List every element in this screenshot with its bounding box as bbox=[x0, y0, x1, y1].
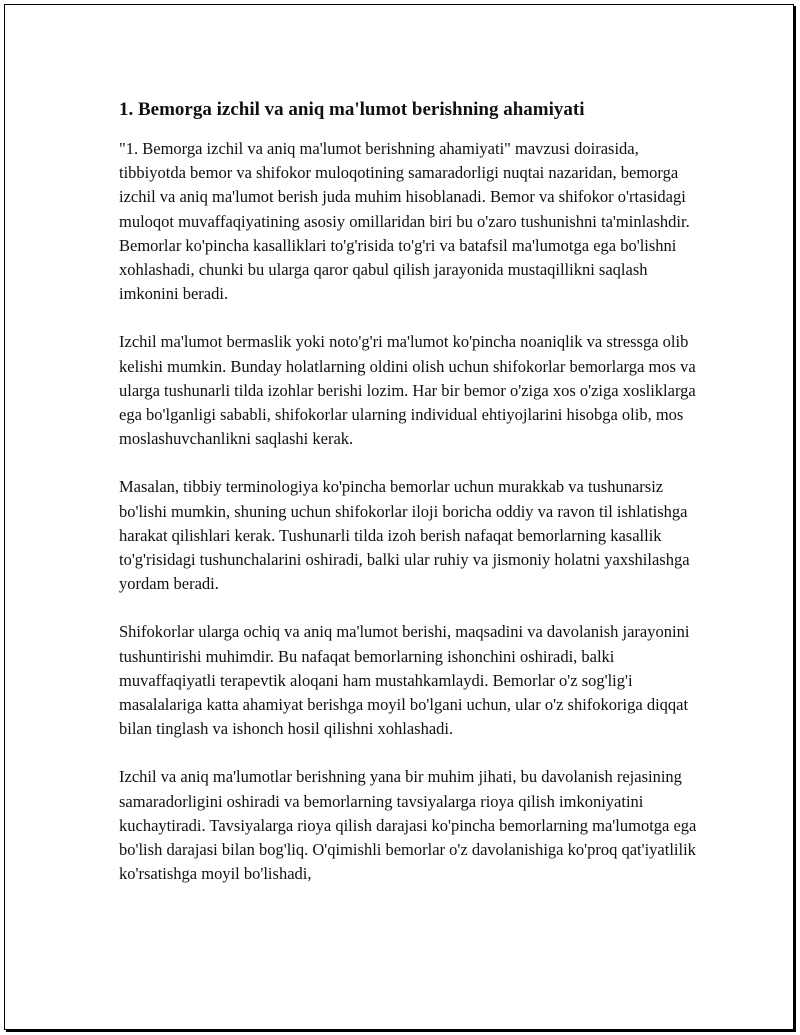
paragraph: Izchil va aniq ma'lumotlar berishning yana bir muhim jihati, bu davolanish rejasining samaradorligini oshiradi va bemorlarning tavsiyalarga rioya qilish imkoniyatini kuchaytiradi. Tavsiyalarga rioya qilish darajasi ko'pincha bemorlarning ma'lumotga ega bo'lish darajasi bilan bog'liq. O'qimishli bemorlar o'z davolanishiga ko'proq qat'iyatlilik ko'rsatishga moyil bo'lishadi, bbox=[119, 767, 697, 884]
paragraph: "1. Bemorga izchil va aniq ma'lumot berishning ahamiyati" mavzusi doirasida, tibbiyotda bemor va shifokor muloqotining samaradorligi nuqtai nazaridan, bemorga izchil va aniq ma'lumot berish juda muhim hisoblanadi. Bemor va shifokor o'rtasidagi muloqot muvaffaqiyatining asosiy omillaridan biri bu o'zaro tushunishni ta'minlashdir. Bemorlar ko'pincha kasalliklari to'g'risida to'g'ri va batafsil ma'lumotga ega bo'lishni xohlashadi, chunki bu ularga qaror qabul qilish jarayonida mustaqillikni saqlash imkonini beradi. bbox=[119, 139, 690, 304]
section-heading: 1. Bemorga izchil va aniq ma'lumot berishning ahamiyati bbox=[119, 99, 585, 120]
document-page bbox=[4, 4, 794, 1030]
paragraph: Izchil ma'lumot bermaslik yoki noto'g'ri ma'lumot ko'pincha noaniqlik va stressga olib kelishi mumkin. Bunday holatlarning oldini olish uchun shifokorlar bemorlarga mos va ularga tushunarli tilda izohlar berishi lozim. Har bir bemor o'ziga xos o'ziga xosliklarga ega bo'lganligi sababli, shifokorlar ularning individual ehtiyojlarini hisobga olib, mos moslashuvchanlikni saqlashi kerak. bbox=[119, 332, 696, 449]
document-body bbox=[119, 97, 699, 886]
paragraph: Shifokorlar ularga ochiq va aniq ma'lumot berishi, maqsadini va davolanish jarayonini tushuntirishi muhimdir. Bu nafaqat bemorlarning ishonchini oshiradi, balki muvaffaqiyatli terapevtik aloqani ham mustahkamlaydi. Bemorlar o'z sog'lig'i masalalariga katta ahamiyat berishga moyil bo'lgani uchun, ular o'z shifokoriga diqqat bilan tinglash va ishonch hosil qilishni xohlashadi. bbox=[119, 622, 690, 739]
paragraph: Masalan, tibbiy terminologiya ko'pincha bemorlar uchun murakkab va tushunarsiz bo'lishi mumkin, shuning uchun shifokorlar iloji boricha oddiy va ravon til ishlatishga harakat qilishlari kerak. Tushunarli tilda izoh berish nafaqat bemorlarning kasallik to'g'risidagi tushunchalarini oshiradi, balki ular ruhiy va jismoniy holatni yaxshilashga yordam beradi. bbox=[119, 477, 690, 594]
